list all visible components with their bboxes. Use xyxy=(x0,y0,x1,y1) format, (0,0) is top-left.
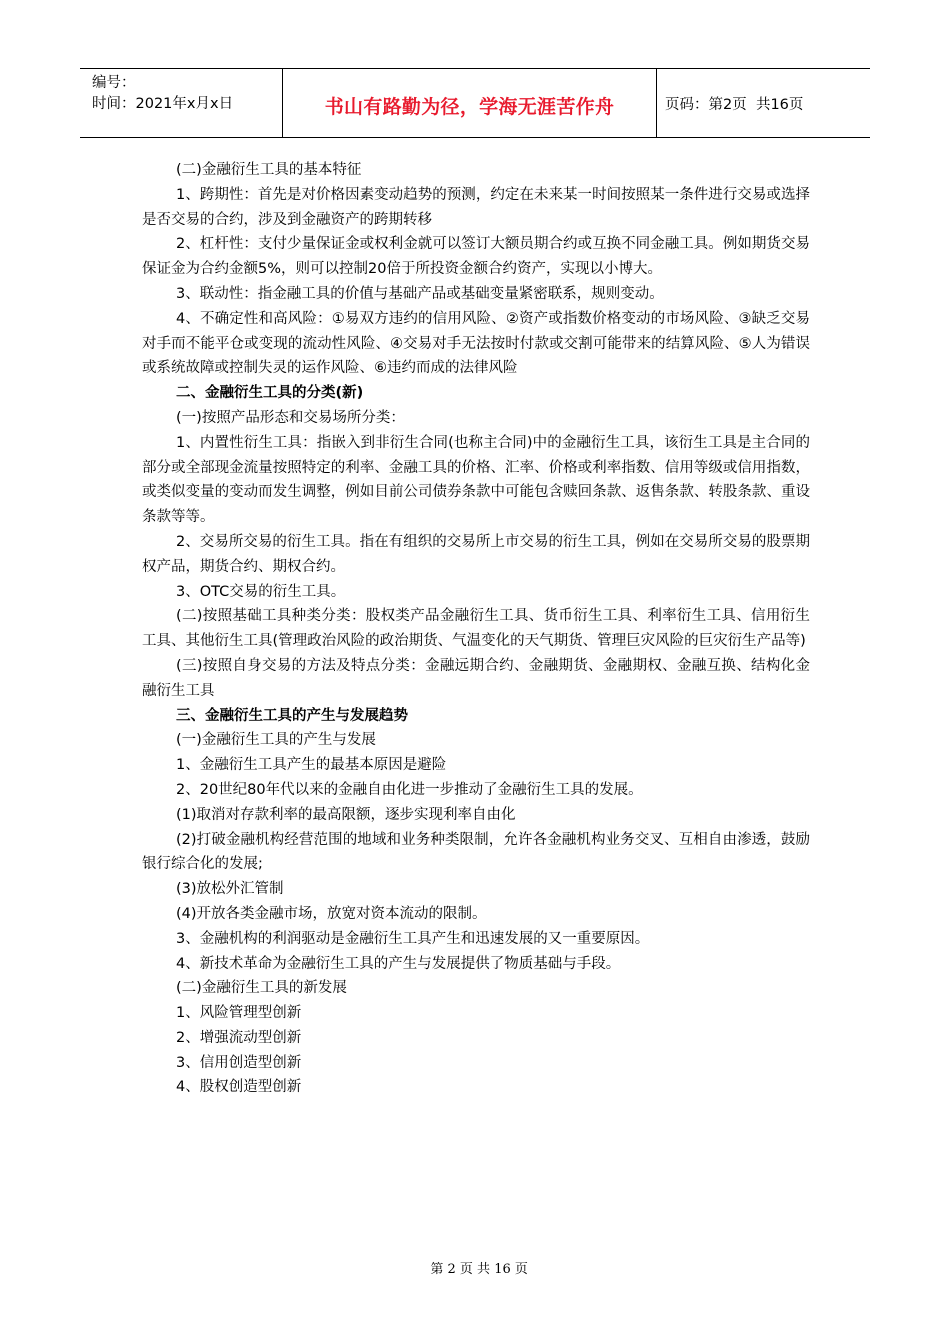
paragraph: (2)打破金融机构经营范围的地域和业务种类限制，允许各金融机构业务交叉、互相自由渗透，鼓励银行综合化的发展; xyxy=(142,831,810,873)
header-page-cell xyxy=(657,69,870,137)
document-number-label: 编号： xyxy=(92,75,136,91)
paragraph: 3、联动性：指金融工具的价值与基础产品或基础变量紧密联系，规则变动。 xyxy=(176,285,664,302)
paragraph: 3、OTC交易的衍生工具。 xyxy=(176,583,346,600)
paragraph: 1、跨期性：首先是对价格因素变动趋势的预测，约定在未来某一时间按照某一条件进行交易或选择是否交易的合约，涉及到金融资产的跨期转移 xyxy=(142,186,810,228)
paragraph: 4、股权创造型创新 xyxy=(176,1079,302,1096)
paragraph: 2、交易所交易的衍生工具。指在有组织的交易所上市交易的衍生工具，例如在交易所交易的股票期权产品，期货合约、期权合约。 xyxy=(142,533,810,575)
paragraph: 1、风险管理型创新 xyxy=(176,1005,302,1022)
page-header xyxy=(80,68,870,138)
header-motto: 书山有路勤为径，学海无涯苦作舟 xyxy=(324,95,615,118)
document-body xyxy=(142,158,810,1100)
paragraph: 3、信用创造型创新 xyxy=(176,1054,302,1071)
paragraph: (1)取消对存款利率的最高限额，逐步实现利率自由化 xyxy=(176,806,516,823)
section-heading: 二、金融衍生工具的分类(新) xyxy=(176,385,364,402)
paragraph: 2、20世纪80年代以来的金融自由化进一步推动了金融衍生工具的发展。 xyxy=(176,781,643,798)
header-meta xyxy=(80,69,283,137)
document-date-label: 时间：2021年x月x日 xyxy=(92,96,234,112)
paragraph: (二)金融衍生工具的基本特征 xyxy=(176,162,362,178)
paragraph: 4、不确定性和高风险：①易双方违约的信用风险、②资产或指数价格变动的市场风险、③缺乏交易对手而不能平仓或变现的流动性风险、④交易对手无法按时付款或交割可能带来的结算风险、⑤人为错误或系统故障或控制失灵的运作风险、⑥违约而成的法律风险 xyxy=(142,310,811,377)
paragraph: 2、杠杆性：支付少量保证金或权利金就可以签订大额员期合约或互换不同金融工具。例如期货交易保证金为合约金额5%，则可以控制20倍于所投资金额合约资产，实现以小博大。 xyxy=(142,236,810,278)
paragraph: (二)金融衍生工具的新发展 xyxy=(176,980,347,997)
paragraph: (一)金融衍生工具的产生与发展 xyxy=(176,732,376,749)
paragraph: 1、内置性衍生工具：指嵌入到非衍生合同(也称主合同)中的金融衍生工具，该衍生工具是主合同的部分或全部现金流量按照特定的利率、金融工具的价格、汇率、价格或利率指数、信用等级或信用指数，或类似变量的变动而发生调整，例如目前公司债券条款中可能包含赎回条款、返售条款、转股条款、重设条款等等。 xyxy=(142,434,810,526)
footer-page-number: 第 2 页 共 16 页 xyxy=(430,1262,528,1277)
section-heading: 三、金融衍生工具的产生与发展趋势 xyxy=(176,707,408,724)
paragraph: (4)开放各类金融市场，放宽对资本流动的限制。 xyxy=(176,905,487,922)
paragraph: 4、新技术革命为金融衍生工具的产生与发展提供了物质基础与手段。 xyxy=(176,955,621,972)
paragraph: (一)按照产品形态和交易场所分类： xyxy=(176,409,405,426)
paragraph: (3)放松外汇管制 xyxy=(176,881,284,898)
page-footer xyxy=(0,1243,950,1277)
paragraph: 1、金融衍生工具产生的最基本原因是避险 xyxy=(176,757,447,774)
paragraph: 3、金融机构的利润驱动是金融衍生工具产生和迅速发展的又一重要原因。 xyxy=(176,930,650,947)
paragraph: 2、增强流动型创新 xyxy=(176,1029,302,1046)
paragraph: (三)按照自身交易的方法及特点分类：金融远期合约、金融期货、金融期权、金融互换、结构化金融衍生工具 xyxy=(142,657,810,699)
header-page-info: 页码：第2页 共16页 xyxy=(665,96,804,113)
paragraph: (二)按照基础工具种类分类：股权类产品金融衍生工具、货币衍生工具、利率衍生工具、信用衍生工具、其他衍生工具(管理政治风险的政治期货、气温变化的天气期货、管理巨灾风险的巨灾衍生产品等) xyxy=(142,608,810,650)
header-motto-cell xyxy=(283,69,657,137)
